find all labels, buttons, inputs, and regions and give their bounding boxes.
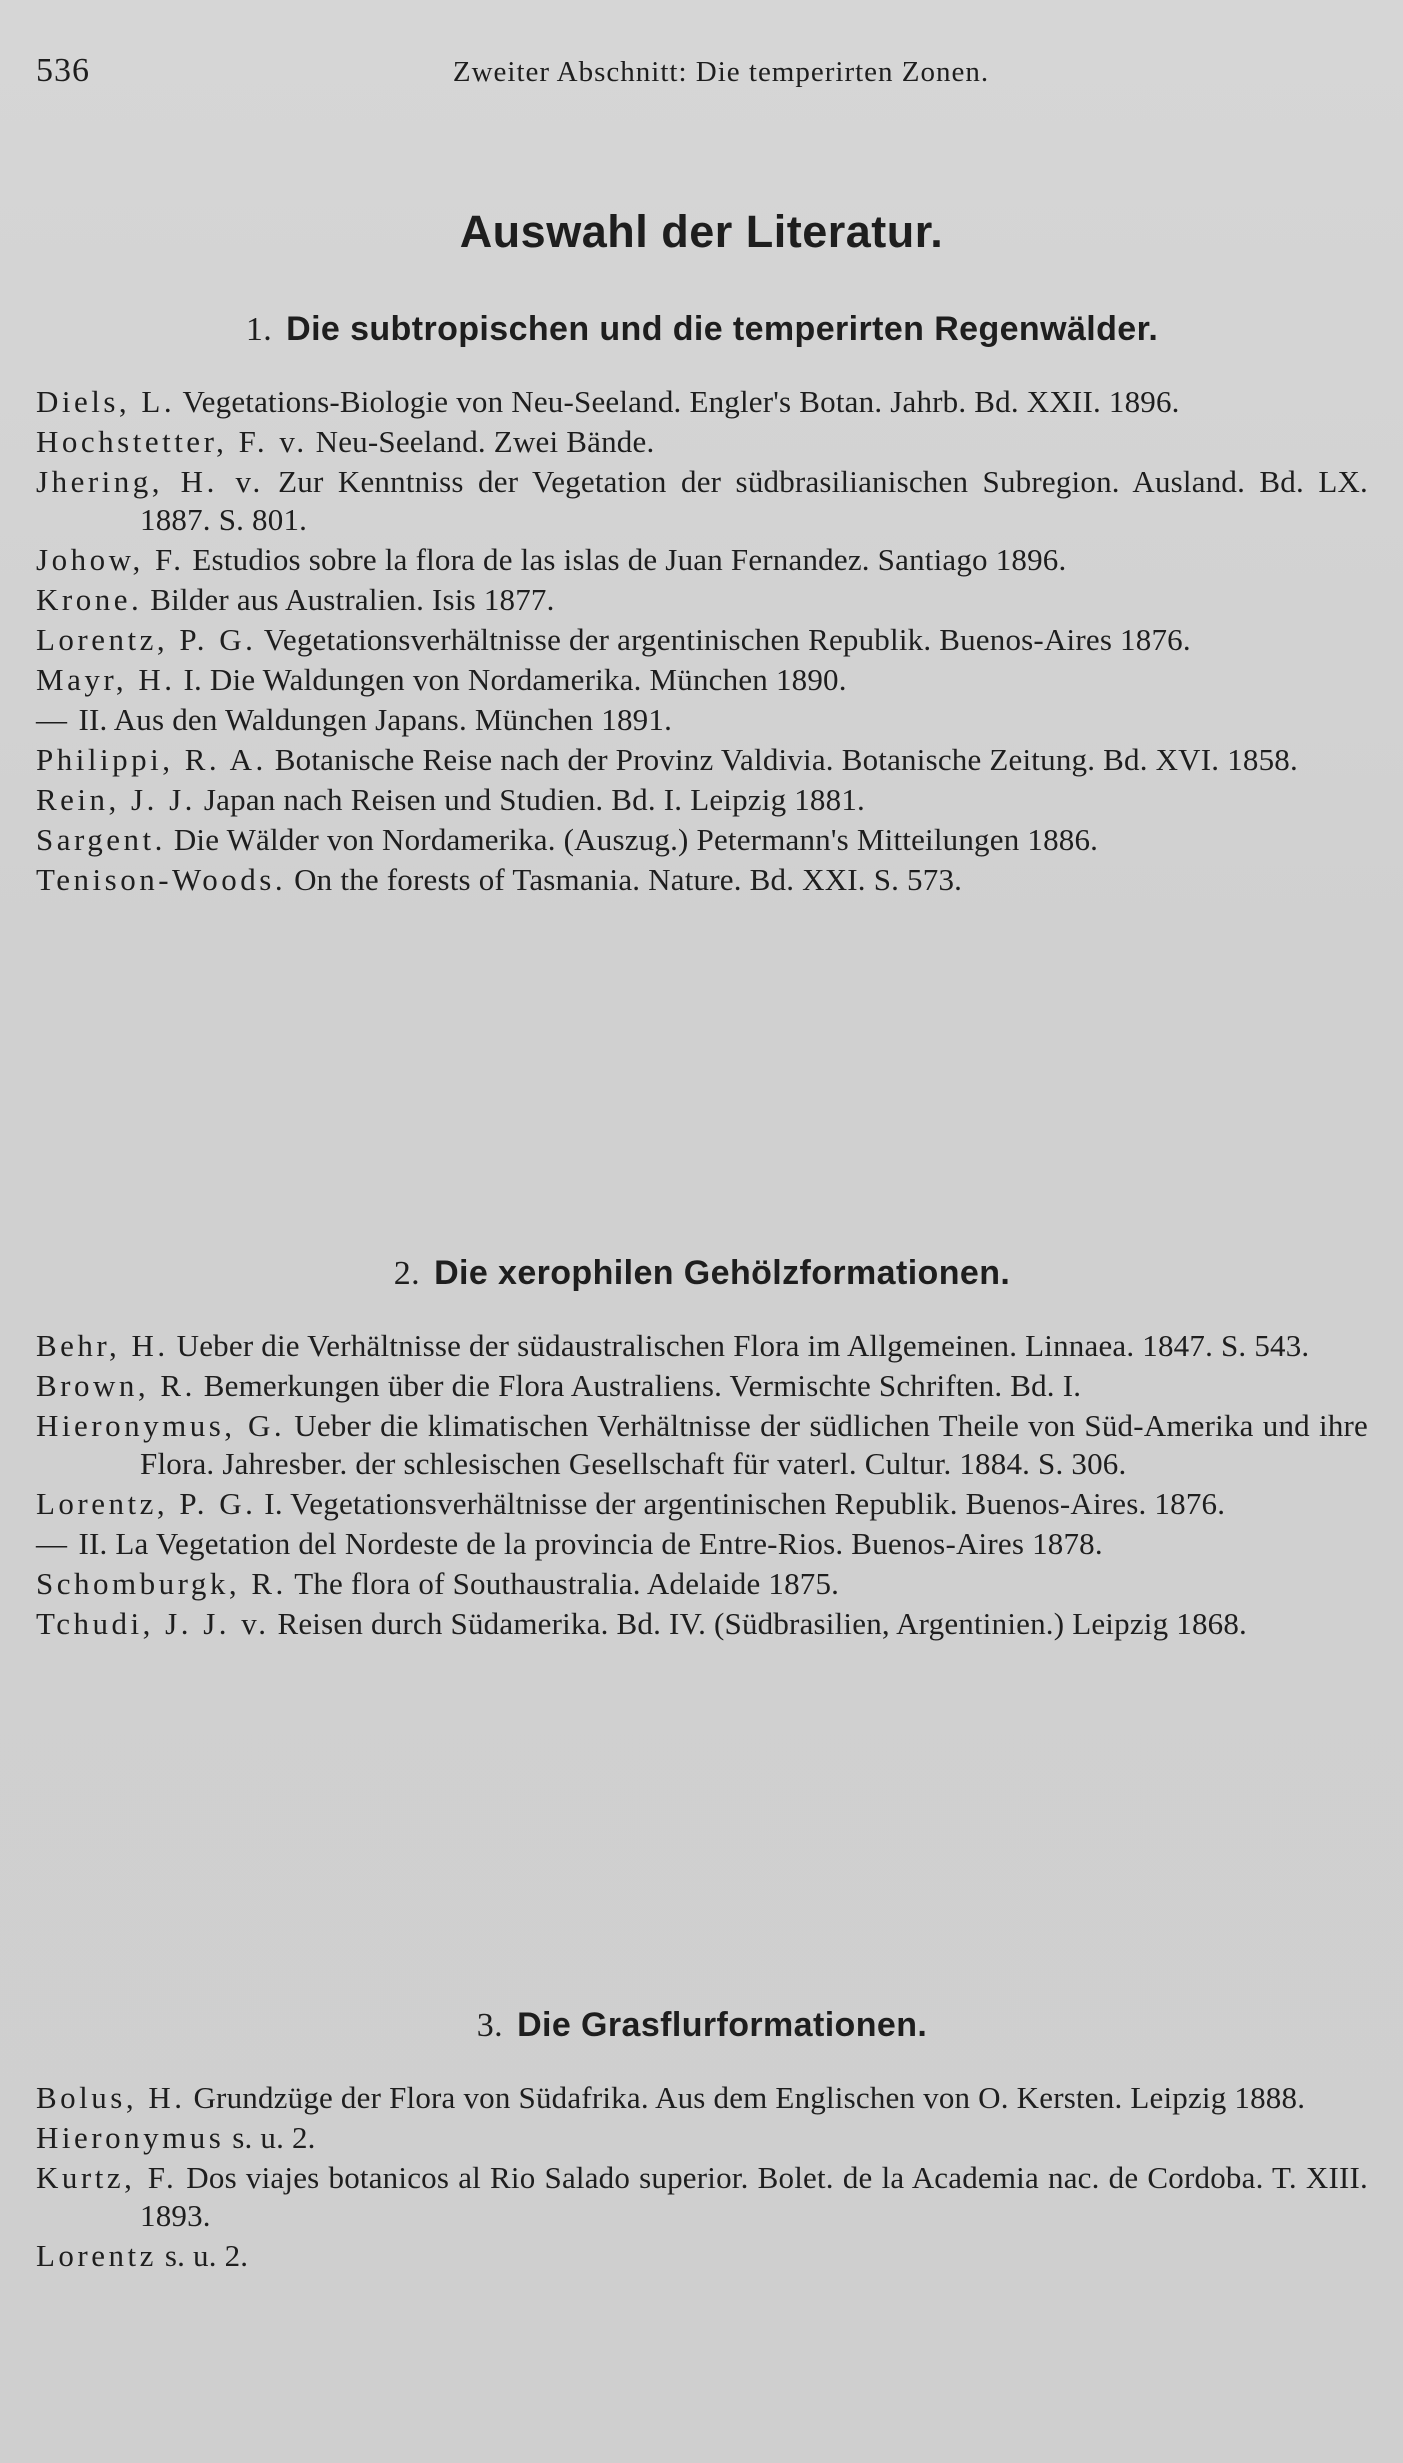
entry-author: Lorentz, P. G. (36, 1486, 257, 1521)
entry-reference: s. u. 2. (232, 2120, 316, 2155)
section-title: Die Grasflurformationen. (517, 2006, 928, 2044)
bibliography-entry (36, 821, 1368, 859)
section-title: Die xerophilen Gehölzformationen. (434, 1254, 1011, 1292)
bibliography-entry (36, 463, 1368, 539)
entry-author: — (36, 1526, 71, 1561)
entry-author: Behr, H. (36, 1328, 169, 1363)
page-number: 536 (36, 52, 90, 89)
entry-reference: II. Aus den Waldungen Japans. München 1891. (78, 702, 673, 737)
bibliography-list (36, 383, 1368, 899)
entry-reference: Zur Kenntniss der Vegetation der südbrasilianischen Subregion. Ausland. Bd. LX. 1887. S. 801. (140, 464, 1369, 537)
section-number: 1. (245, 311, 273, 348)
entry-author: Jhering, H. v. (36, 464, 264, 499)
section-heading (36, 1254, 1368, 1293)
entry-reference: Bemerkungen über die Flora Australiens. Vermischte Schriften. Bd. I. (203, 1368, 1082, 1403)
bibliography-entry (36, 701, 1368, 739)
entry-reference: Botanische Reise nach der Provinz Valdivia. Botanische Zeitung. Bd. XVI. 1858. (274, 742, 1298, 777)
entry-reference: Estudios sobre la flora de las islas de Juan Fernandez. Santiago 1896. (192, 542, 1067, 577)
entry-reference: Grundzüge der Flora von Südafrika. Aus dem Englischen von O. Kersten. Leipzig 1888. (193, 2080, 1306, 2115)
section-xerophilous (36, 1254, 1368, 1645)
entry-reference: The flora of Southaustralia. Adelaide 1875. (294, 1566, 840, 1601)
entry-reference: I. Die Waldungen von Nordamerika. München 1890. (183, 662, 847, 697)
entry-reference: Dos viajes botanicos al Rio Salado superior. Bolet. de la Academia nac. de Cordoba. T. XIII. 1893. (140, 2160, 1368, 2233)
entry-author: Diels, L. (36, 384, 176, 419)
entry-author: Hieronymus, G. (36, 1408, 286, 1443)
bibliography-list (36, 2079, 1368, 2275)
entry-reference: II. La Vegetation del Nordeste de la provincia de Entre-Rios. Buenos-Aires 1878. (78, 1526, 1103, 1561)
bibliography-list (36, 1327, 1368, 1643)
page-title: Auswahl der Literatur. (459, 206, 944, 257)
entry-author: Brown, R. (36, 1368, 196, 1403)
entry-reference: s. u. 2. (164, 2238, 249, 2273)
entry-reference: Vegetations-Biologie von Neu-Seeland. Engler's Botan. Jahrb. Bd. XXII. 1896. (182, 384, 1180, 419)
entry-author: Tchudi, J. J. v. (36, 1606, 270, 1641)
bibliography-entry (36, 581, 1368, 619)
bibliography-entry (36, 1367, 1368, 1405)
entry-reference: Die Wälder von Nordamerika. (Auszug.) Petermann's Mitteilungen 1886. (173, 822, 1099, 857)
bibliography-entry (36, 661, 1368, 699)
entry-author: Hieronymus (36, 2120, 225, 2155)
entry-reference: Vegetationsverhältnisse der argentinischen Republik. Buenos-Aires 1876. (263, 622, 1191, 657)
bibliography-entry (36, 1605, 1368, 1643)
entry-author: Rein, J. J. (36, 782, 196, 817)
entry-author: Schomburgk, R. (36, 1566, 287, 1601)
entry-author: Lorentz, P. G. (36, 622, 257, 657)
entry-reference: On the forests of Tasmania. Nature. Bd. XXI. S. 573. (294, 862, 963, 897)
bibliography-entry (36, 541, 1368, 579)
entry-author: Mayr, H. (36, 662, 176, 697)
bibliography-entry (36, 621, 1368, 659)
entry-author: Krone. (36, 582, 143, 617)
entry-reference: Ueber die Verhältnisse der südaustralischen Flora im Allgemeinen. Linnaea. 1847. S. 543. (176, 1328, 1310, 1363)
entry-reference: I. Vegetationsverhältnisse der argentinischen Republik. Buenos-Aires. 1876. (264, 1486, 1226, 1521)
bibliography-entry (36, 2079, 1368, 2117)
bibliography-entry (36, 2119, 1368, 2157)
bibliography-entry (36, 861, 1368, 899)
entry-reference: Ueber die klimatischen Verhältnisse der südlichen Theile von Süd-Amerika und ihre Flora. Jahresber. der schlesischen Gesellschaft für vaterl. Cultur. 1884. S. 306. (140, 1408, 1368, 1481)
entry-author: Kurtz, F. (36, 2160, 178, 2195)
entry-reference: Reisen durch Südamerika. Bd. IV. (Südbrasilien, Argentinien.) Leipzig 1868. (277, 1606, 1247, 1641)
entry-author: Hochstetter, F. v. (36, 424, 308, 459)
bibliography-entry (36, 1407, 1368, 1483)
section-rainforests (36, 310, 1368, 901)
section-heading (36, 310, 1368, 349)
entry-reference: Neu-Seeland. Zwei Bände. (315, 424, 655, 459)
entry-reference: Bilder aus Australien. Isis 1877. (150, 582, 555, 617)
section-number: 3. (476, 2007, 504, 2044)
bibliography-entry (36, 2159, 1368, 2235)
bibliography-entry (36, 2237, 1368, 2275)
running-title: Zweiter Abschnitt: Die temperirten Zonen. (452, 56, 990, 88)
entry-author: Bolus, H. (36, 2080, 186, 2115)
bibliography-entry (36, 1327, 1368, 1365)
entry-author: Johow, F. (36, 542, 185, 577)
bibliography-entry (36, 423, 1368, 461)
section-title: Die subtropischen und die temperirten Regenwälder. (286, 310, 1159, 348)
entry-author: Tenison-Woods. (36, 862, 287, 897)
section-grassland (36, 2006, 1368, 2277)
section-heading (36, 2006, 1368, 2045)
entry-author: Sargent. (36, 822, 166, 857)
bibliography-entry (36, 383, 1368, 421)
entry-reference: Japan nach Reisen und Studien. Bd. I. Leipzig 1881. (203, 782, 865, 817)
bibliography-entry (36, 781, 1368, 819)
bibliography-entry (36, 1525, 1368, 1563)
bibliography-entry (36, 1565, 1368, 1603)
running-head (36, 52, 1366, 102)
entry-author: — (36, 702, 71, 737)
bibliography-entry (36, 741, 1368, 779)
entry-author: Lorentz (36, 2238, 157, 2273)
bibliography-entry (36, 1485, 1368, 1523)
section-number: 2. (393, 1255, 421, 1292)
entry-author: Philippi, R. A. (36, 742, 267, 777)
